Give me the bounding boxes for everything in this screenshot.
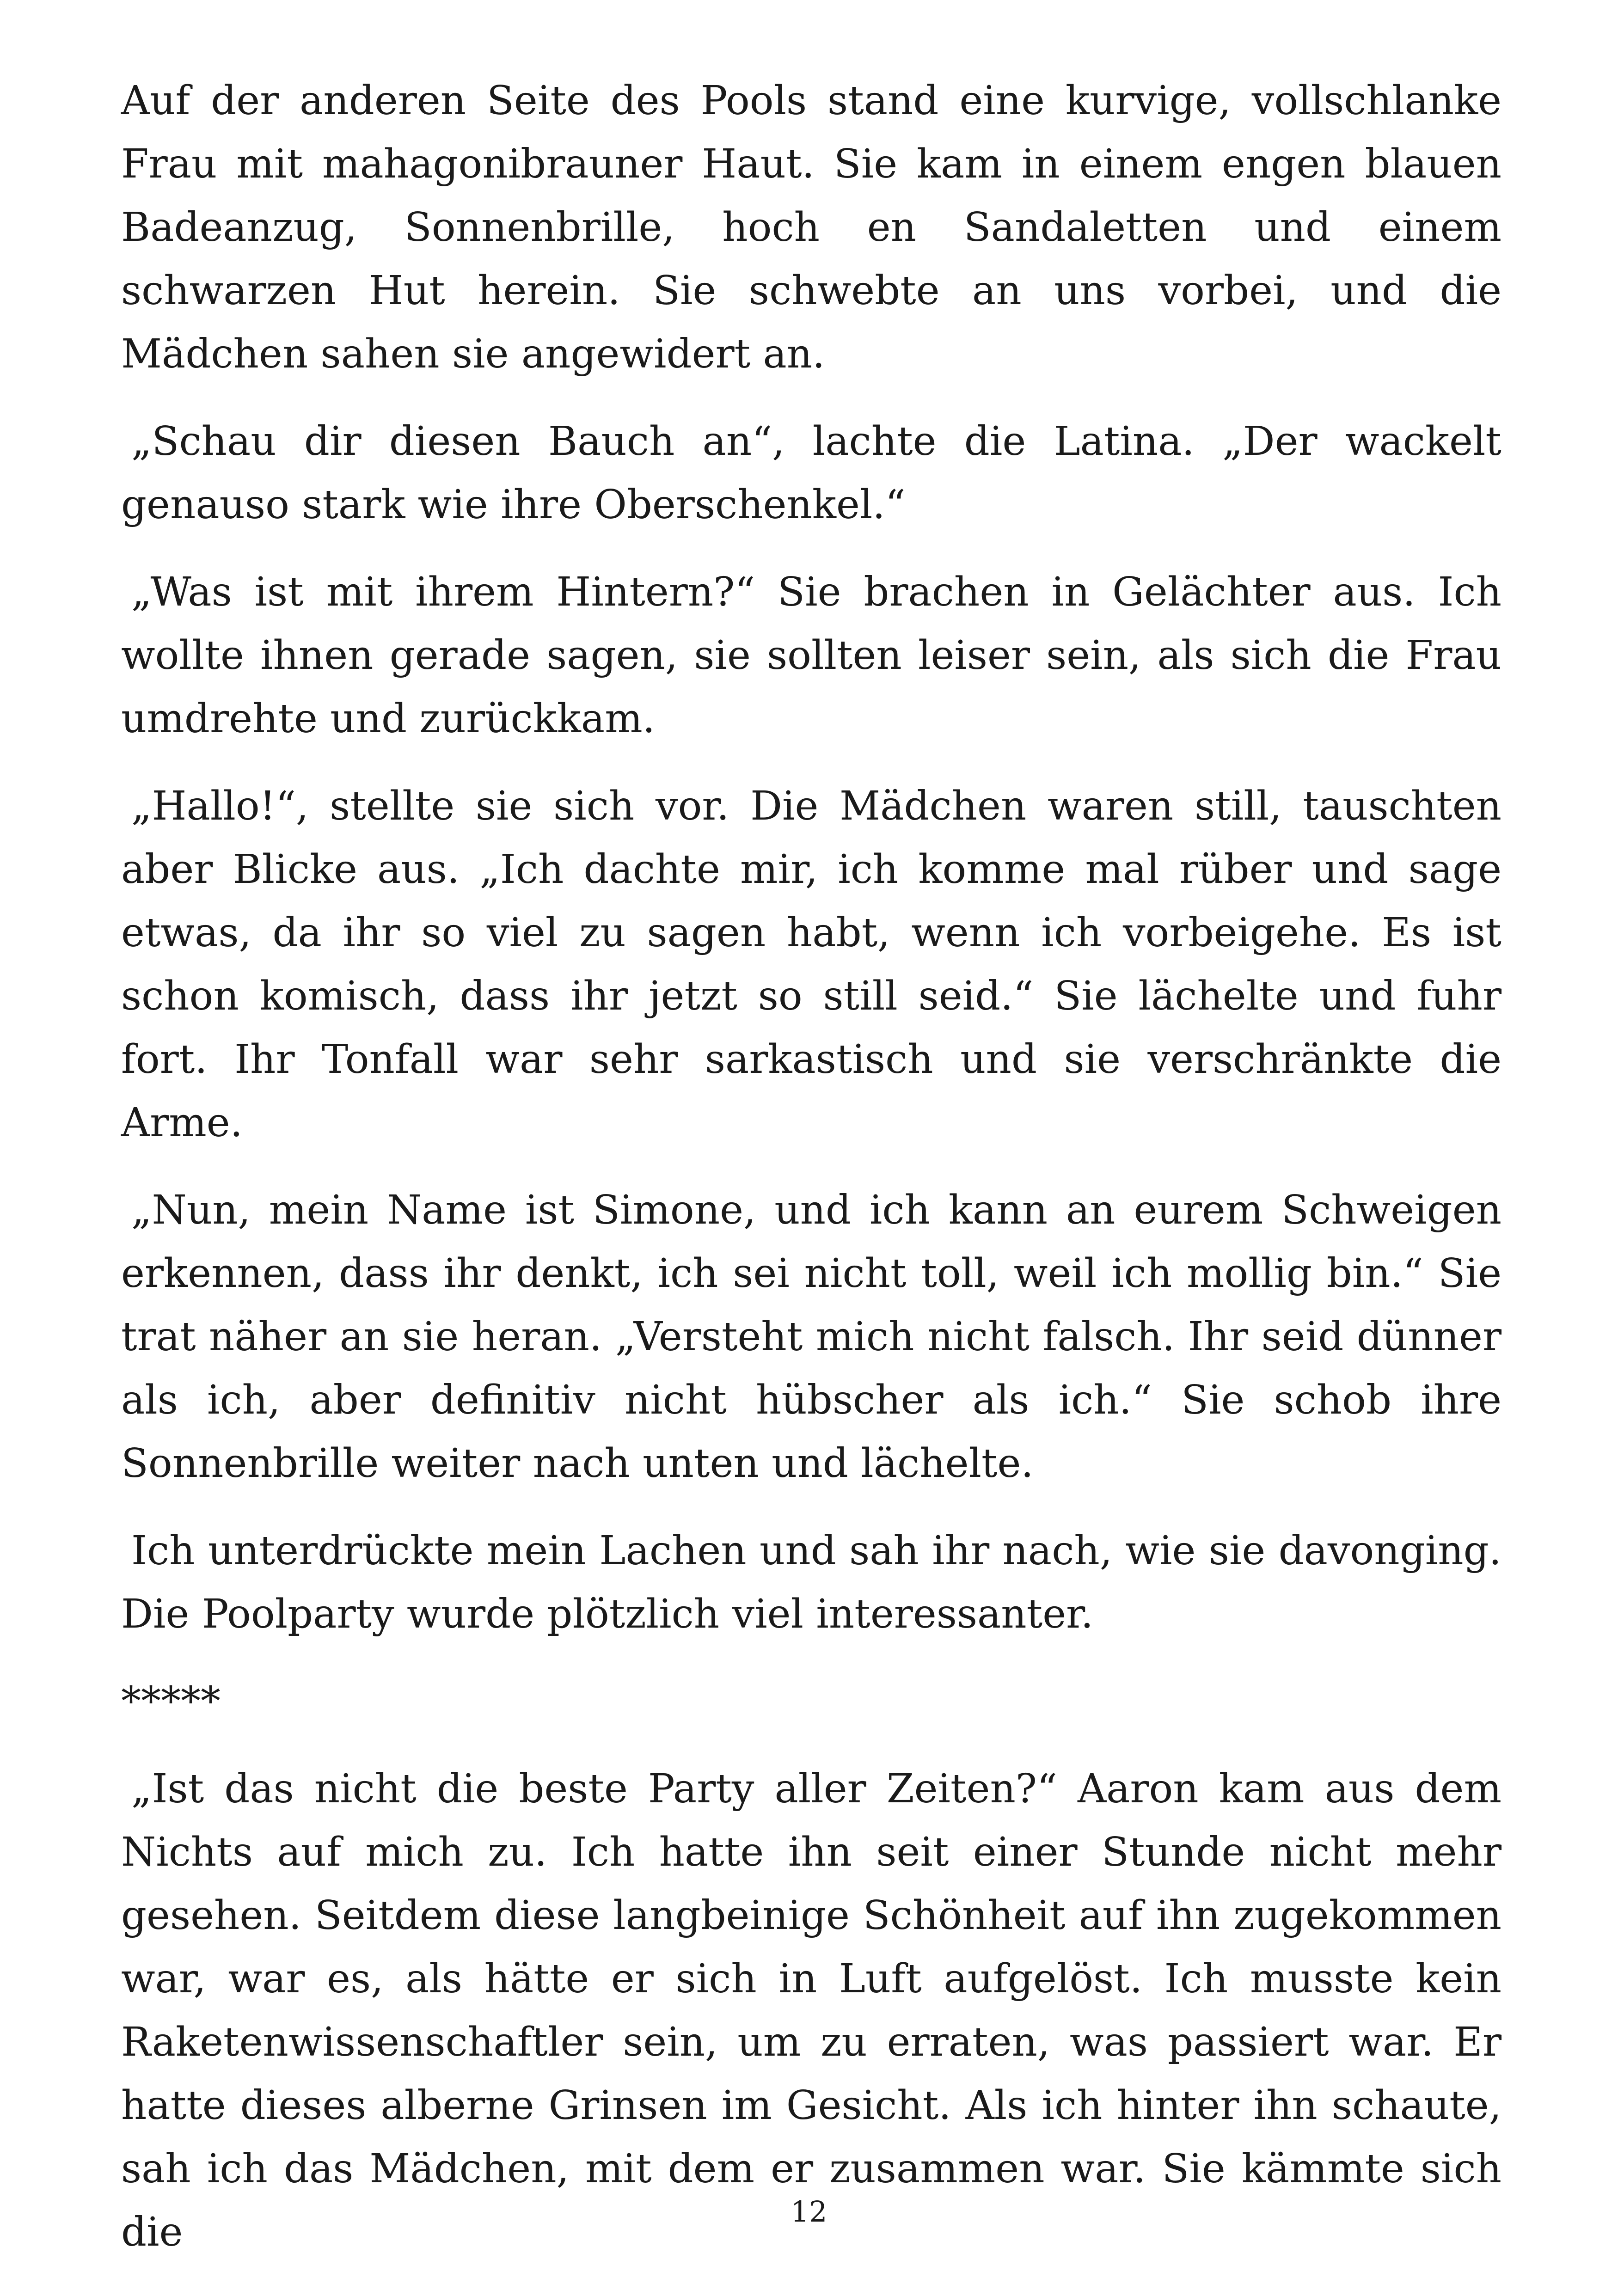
section-separator: ***** — [121, 1678, 221, 1725]
page-number: 12 — [791, 2195, 827, 2229]
document-page — [121, 69, 1502, 2264]
paragraph-3: „Was ist mit ihrem Hintern?“ Sie brachen in Gelächter aus. Ich wollte ihnen gerade sagen, sie sollten leiser sein, als sich die Frau umdrehte und zurückkam. — [121, 569, 1502, 742]
paragraph-2: „Schau dir diesen Bauch an“, lachte die Latina. „Der wackelt genauso stark wie ihre Oberschenkel.“ — [121, 418, 1502, 528]
paragraph-7: „Ist das nicht die beste Party aller Zeiten?“ Aaron kam aus dem Nichts auf mich zu. Ich hatte ihn seit einer Stunde nicht mehr gesehen. Seitdem diese langbeinige Schönheit auf ihn zugekommen war, war es, als hätte er sich in Luft aufgelöst. Ich musste kein Raketenwissenschaftler sein, um zu erraten, was passiert war. Er hatte dieses alberne Grinsen im Gesicht. Als ich hinter ihn schaute, sah ich das Mädchen, mit dem er zusammen war. Sie kämmte sich die — [121, 1766, 1502, 2255]
paragraph-1: Auf der anderen Seite des Pools stand eine kurvige, vollschlanke Frau mit mahagonibrauner Haut. Sie kam in einem engen blauen Badeanzug, Sonnenbrille, hoch en Sandaletten und einem schwarzen Hut herein. Sie schwebte an uns vorbei, und die Mädchen sahen sie angewidert an. — [121, 78, 1502, 377]
paragraph-5: „Nun, mein Name ist Simone, und ich kann an eurem Schweigen erkennen, dass ihr denkt, ich sei nicht toll, weil ich mollig bin.“ Sie trat näher an sie heran. „Versteht mich nicht falsch. Ihr seid dünner als ich, aber definitiv nicht hübscher als ich.“ Sie schob ihre Sonnenbrille weiter nach unten und lächelte. — [121, 1187, 1502, 1487]
paragraph-4: „Hallo!“, stellte sie sich vor. Die Mädchen waren still, tauschten aber Blicke aus. „Ich dachte mir, ich komme mal rüber und sage etwas, da ihr so viel zu sagen habt, wenn ich vorbeigehe. Es ist schon komisch, dass ihr jetzt so still seid.“ Sie lächelte und fuhr fort. Ihr Tonfall war sehr sarkastisch und sie verschränkte die Arme. — [121, 783, 1502, 1146]
paragraph-6: Ich unterdrückte mein Lachen und sah ihr nach, wie sie davonging. Die Poolparty wurde plötzlich viel interessanter. — [121, 1528, 1502, 1637]
